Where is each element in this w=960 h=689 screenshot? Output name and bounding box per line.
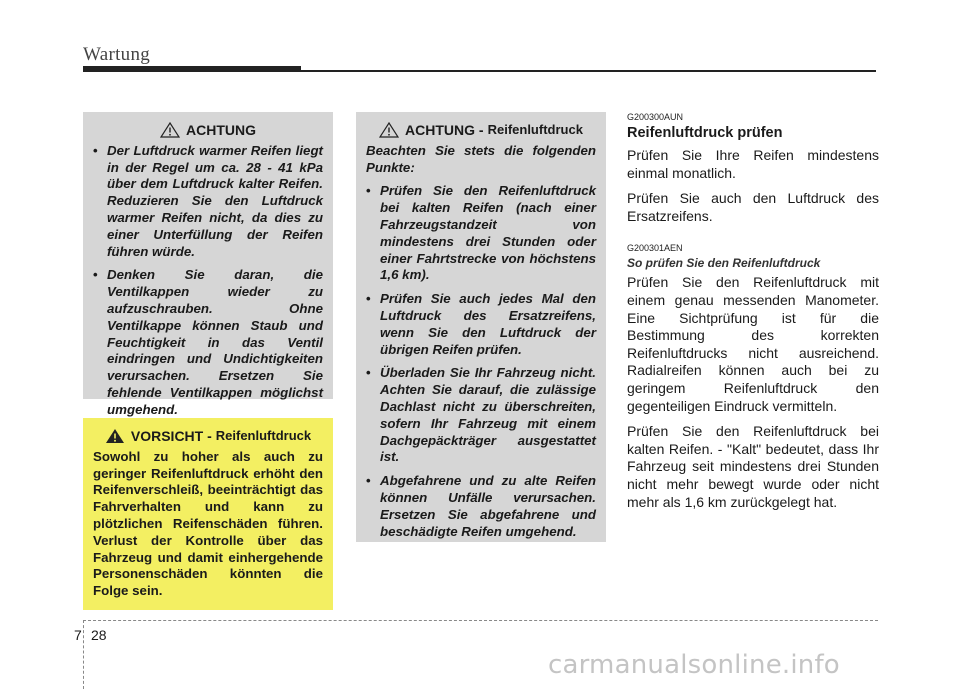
right-text-column — [627, 112, 879, 519]
paragraph: Prüfen Sie Ihre Reifen mindestens einmal monatlich. — [627, 147, 879, 181]
warning-triangle-icon — [160, 122, 180, 138]
middle-caution-title-row — [366, 122, 596, 139]
page-header-title: Wartung — [83, 44, 151, 65]
warning-triangle-icon — [379, 122, 399, 138]
vorsicht-body: Sowohl zu hoher als auch zu geringer Reifenluftdruck erhöht den Reifenverschleiß, beeinträchtigt das Fahrverhalten und kann zu plötzlichen Reifenschäden führen. Verlust der Kontrolle über das Fahrzeug und damit einhergehende Personenschäden könnten die Folge sein. — [93, 448, 323, 599]
vorsicht-title-row — [93, 428, 323, 445]
vorsicht-box — [83, 418, 333, 610]
paragraph: Prüfen Sie auch den Luftdruck des Ersatzreifens. — [627, 190, 879, 224]
middle-caution-title: ACHTUNG - — [405, 122, 484, 138]
subsection-heading: So prüfen Sie den Reifenluftdruck — [627, 256, 821, 271]
header-rule-thin — [301, 70, 876, 72]
section-code: G200300AUN — [627, 112, 684, 122]
middle-caution-item: • Abgefahrene und zu alte Reifen können Unfälle verursachen. Ersetzen Sie abgefahrene und beschädigte Reifen umgehend. — [366, 473, 596, 540]
middle-caution-item: • Prüfen Sie auch jedes Mal den Luftdruck des Ersatzreifens, wenn Sie den Luftdruck der übrigen Reifen prüfen. — [366, 291, 596, 358]
vorsicht-subtitle: Reifenluftdruck — [215, 428, 312, 443]
middle-caution-subtitle: Reifenluftdruck — [487, 122, 583, 137]
middle-caution-intro: Beachten Sie stets die folgenden Punkte: — [366, 142, 596, 175]
section-code: G200301AEN — [627, 243, 683, 254]
warning-filled-triangle-icon — [105, 428, 125, 444]
left-caution-item: • Denken Sie daran, die Ventilkappen wieder zu aufzuschrauben. Ohne Ventilkappe können Staub und Feuchtigkeit in das Ventil eindringen und Undichtigkeiten verursachen. Ersetzen Sie fehlende Ventilkappen möglichst umgehend. — [93, 267, 323, 418]
footer-page-number: 28 — [91, 627, 107, 643]
left-caution-list — [93, 143, 323, 419]
paragraph: Prüfen Sie den Reifenluftdruck bei kalten Reifen. - "Kalt" bedeutet, dass Ihr Fahrzeug seit mindestens drei Stunden nicht mehr bewegt wurde oder nicht mehr als 1,6 km zurückgelegt hat. — [627, 423, 879, 510]
footer-chapter-number: 7 — [74, 627, 82, 643]
spacer — [627, 233, 879, 243]
middle-caution-box — [356, 112, 606, 542]
left-caution-title-row — [93, 122, 323, 139]
watermark-text: carmanualsonline.info — [548, 650, 840, 680]
footer-rule-horizontal — [83, 620, 878, 621]
footer-rule-vertical — [83, 620, 84, 689]
left-caution-box — [83, 112, 333, 417]
section-heading: Reifenluftdruck prüfen — [627, 125, 783, 141]
left-caution-title: ACHTUNG — [186, 122, 256, 138]
vorsicht-title: VORSICHT - — [130, 428, 212, 444]
left-caution-item: • Der Luftdruck warmer Reifen liegt in der Regel um ca. 28 - 41 kPa über dem Luftdruck kalter Reifen. Reduzieren Sie den Luftdruck warmer Reifen nicht, da dies zu einer Unterfüllung der Reifen führen würde. — [93, 143, 323, 261]
middle-caution-item: • Prüfen Sie den Reifenluftdruck bei kalten Reifen (nach einer Fahrzeugstandzeit von mindestens drei Stunden oder einer Fahrtstrecke von höchstens 1,6 km). — [366, 183, 596, 284]
middle-caution-list — [366, 183, 596, 540]
middle-caution-item: • Überladen Sie Ihr Fahrzeug nicht. Achten Sie darauf, die zulässige Dachlast nicht zu überschreiten, sofern Ihr Fahrzeug mit einem Dachgepäckträger ausgestattet ist. — [366, 365, 596, 466]
paragraph: Prüfen Sie den Reifenluftdruck mit einem genau messenden Manometer. Eine Sichtprüfung ist für die Bestimmung des korrekten Reifenluftdrucks nicht ausreichend. Radialreifen können auch bei zu geringem Reifenluftdruck den gegenteiligen Eindruck vermitteln. — [627, 274, 879, 414]
header-rule-thick — [83, 66, 301, 72]
